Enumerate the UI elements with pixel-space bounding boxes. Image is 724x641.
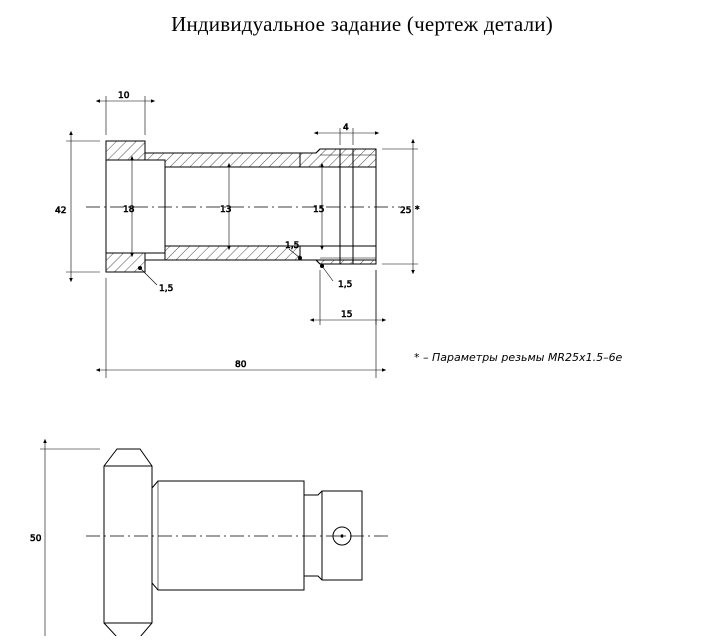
outline-view-geometry: [86, 449, 392, 636]
dim-step-diameter: 15: [313, 205, 325, 215]
dim-groove-width: 4: [343, 123, 349, 133]
dim-flange-diameter: 42: [55, 206, 67, 216]
section-view-dimensions: [55, 91, 420, 378]
dim-thread-diameter: 25: [400, 206, 412, 216]
dim-thread-marker: *: [415, 205, 420, 215]
dim-chamfer-right: 1,5: [338, 280, 353, 290]
dim-chamfer-mid: 1,5: [285, 241, 300, 251]
dim-flange-width: 10: [118, 91, 130, 101]
dim-bore-diameter: 18: [123, 205, 135, 215]
dim-total-length: 80: [235, 360, 247, 370]
dim-chamfer-left: 1,5: [159, 284, 174, 294]
dim-inner-bore: 13: [220, 205, 232, 215]
dim-height: 50: [30, 534, 42, 544]
thread-parameters-note: * – Параметры резьмы MR25x1.5–6e: [414, 351, 623, 364]
outline-view-dimensions: [30, 443, 100, 636]
page-title: Индивидуальное задание (чертеж детали): [171, 12, 553, 36]
dim-step-length: 15: [341, 310, 353, 320]
